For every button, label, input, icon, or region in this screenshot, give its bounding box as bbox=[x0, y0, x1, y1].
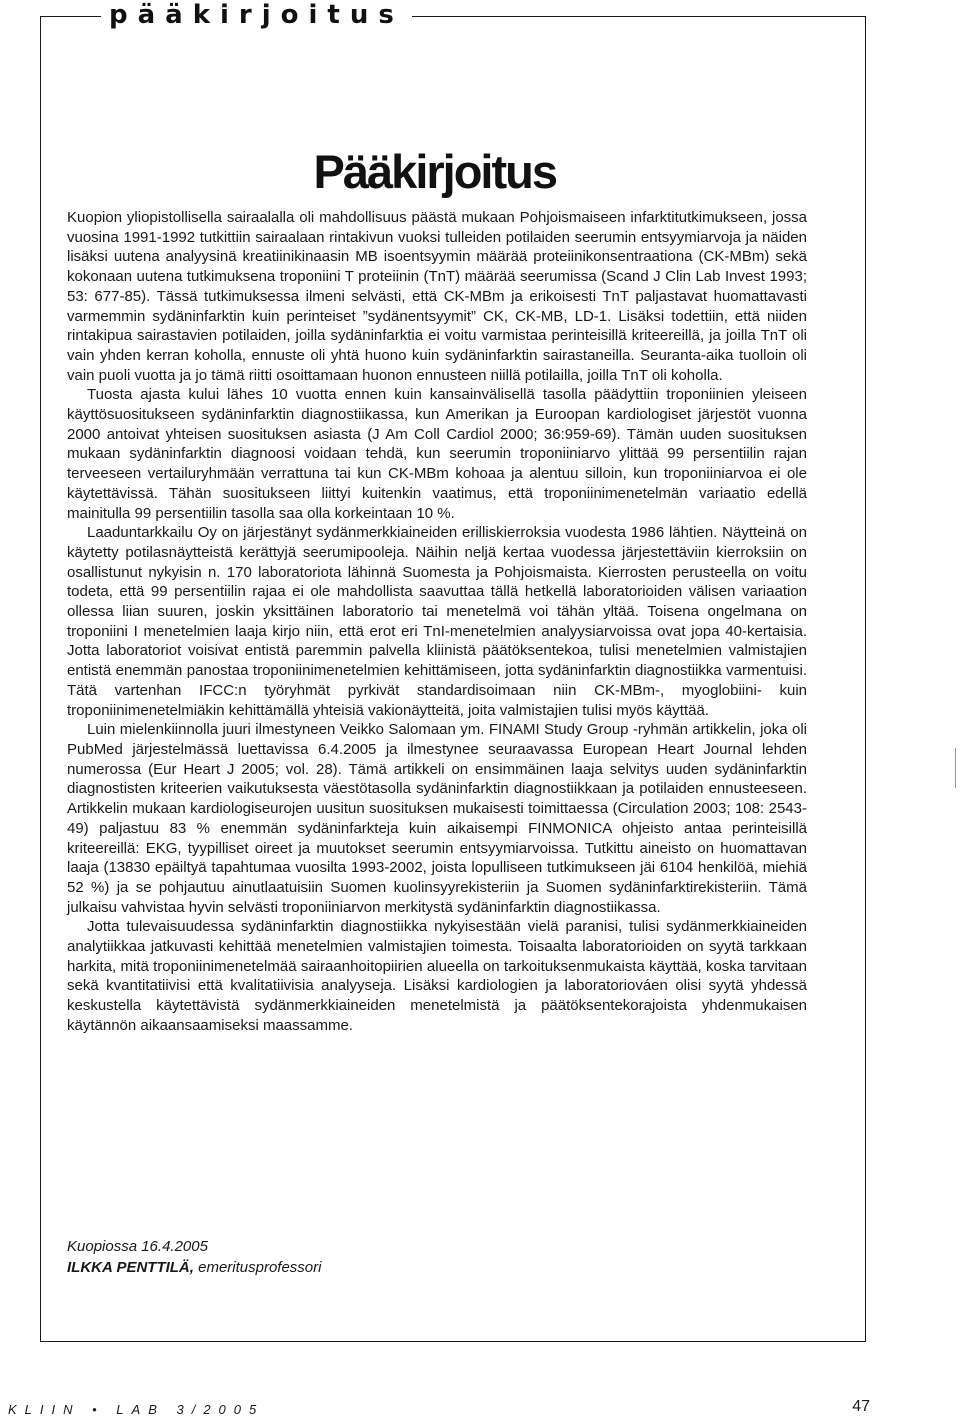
margin-mark bbox=[955, 748, 956, 788]
paragraph: Kuopion yliopistollisella sairaalalla oli mahdollisuus päästä mukaan Pohjoismaiseen infarktitutkimukseen, jossa vuosina 1991-1992 tutkittiin sairaalaan rintakivun vuoksi tulleiden potilaiden seerumin entsyymiarvoja ja näiden lisäksi uutena analyysinä kreatiinikinaasin MB isoentsyymin määrää proteiinikonsentraationa (CK-MBm) sekä kokonaan uutena tutkimuksena troponiini T proteiinin (TnT) määrää seerumissa (Scand J Clin Lab Invest 1993; 53: 677-85). Tässä tutkimuksessa ilmeni selvästi, että CK-MBm ja erikoisesti TnT paljastavat huomattavasti varmemmin sydäninfarktin kuin perinteiset ”sydänentsyymit” CK, CK-MB, LD-1. Lisäksi todettiin, että niiden rintakipua sairastavien potilaiden, joilla sydäninfarktia ei voitu varmistaa perinteisillä kriteereillä, ja joilla TnT oli vain yhden kerran koholla, ennuste oli yhtä huono kuin sydäninfarktin sairastaneilla. Seuranta-aika tuolloin oli vain puoli vuotta ja jo tämä riitti osoittamaan huonon ennusteen niillä potilailla, joilla TnT oli koholla. bbox=[67, 209, 807, 384]
page-number: 47 bbox=[852, 1398, 870, 1415]
article-title: Pääkirjoitus bbox=[313, 145, 556, 199]
page-footer bbox=[0, 1398, 880, 1422]
author-role: emeritusprofessori bbox=[193, 1259, 322, 1276]
signature-block bbox=[67, 1236, 321, 1278]
paragraph: Luin mielenkiinnolla juuri ilmestyneen Veikko Salomaan ym. FINAMI Study Group -ryhmän artikkelin, joka oli PubMed järjestelmässä luettavissa 6.4.2005 ja ilmestynee seuraavassa European Heart Journal lehden numerossa (Eur Heart J 2005; vol. 28). Tämä artikkeli on ensimmäinen laaja selvitys uuden sydäninfarktin diagnostisten kriteerien vaikutuksesta väestötasolla sydäninfarktin diagnostiikkaan ja potilaiden ennusteeseen. Artikkelin mukaan kardiologiseurojen uusitun suosituksen mukaisesti toimittaessa (Circulation 2003; 108: 2543-49) paljastuu 83 % enemmän sydäninfarkteja kuin aikaisempi FINMONICA ohjeisto antaa perinteisillä kriteereillä: EKG, tyypilliset oireet ja muutokset seerumin entsyymiarvoissa. Tutkittu aineisto on huomattavan laaja (13830 epäiltyä tapahtumaa vuosilta 1993-2002, joista lopulliseen tutkimukseen jäi 6104 henkilöä, miehiä 52 %) ja se pohjautuu ainutlaatuisiin Suomen kuolinsyyrekisteriin ja Suomen sydäninfarktirekisteriin. Tämä julkaisu vahvistaa hyvin selvästi troponiiniarvon merkitystä sydäninfarktin diagnostiikassa. bbox=[67, 721, 807, 916]
section-header: pääkirjoitus bbox=[101, 0, 412, 32]
journal-issue: KLIIN • LAB 3/2005 bbox=[8, 1402, 265, 1417]
author-name: ILKKA PENTTILÄ, bbox=[67, 1259, 194, 1276]
paragraph: Laaduntarkkailu Oy on järjestänyt sydänmerkkiaineiden erilliskierroksia vuodesta 1986 lähtien. Näytteinä on käytetty potilasnäytteistä kerättyjä seerumipooleja. Näihin neljä kertaa vuodessa järjestettäviin kierroksiin on osallistunut nykyisin n. 170 laboratoriota lähinnä Suomesta ja Pohjoismaista. Kierrosten perusteella on voitu todeta, että 99 persentiilin rajaa ei ole mahdollista saavuttaa tällä hetkellä laboratorioiden välisen variaation ollessa liian suuren, joskin yksittäinen laboratorio tai menetelmä voi tähän yltää. Toisena ongelmana on troponiini I menetelmien laaja kirjo niin, että erot eri TnI-menetelmien analyysiarvoissa ovat jopa 40-kertaisia. Jotta laboratoriot voisivat entistä paremmin palvella kliinistä päätöksentekoa, tulisi menetelmien valmistajien entistä enemmän panostaa troponiinimenetelmien kehittämiseen, jotta sydäninfarktin diagnostiikka varmentuisi. Tätä vartenhan IFCC:n työryhmät pyrkivät standardisoimaan niin CK-MBm-, myoglobiini- kuin troponiinimenetelmiäkin kehittämällä yhteisiä vakionäytteitä, joita valmistajien tulisi myös käyttää. bbox=[67, 524, 807, 719]
article-body bbox=[67, 208, 807, 1036]
paragraph: Jotta tulevaisuudessa sydäninfarktin diagnostiikka nykyisestään vielä paranisi, tulisi sydänmerkkiaineiden analytiikkaa jatkuvasti kehittää menetelmien valmistajien toimesta. Toisaalta laboratorioiden on syytä tarkkaan harkita, mitä troponiinimenetelmää sairaanhoitopiirien alueella on tarkoituksenmukaista käyttää, koska tarvitaan sekä kvantitatiivisi että kvalitatiivisia analyyseja. Lisäksi kardiologien ja laboratoriováen olisi syytä yhdessä keskustella käytettävistä sydänmerkkiaineiden menetelmistä ja päätöksentekorajoista yhdenmukaisen käytännön aikaansaamiseksi maassamme. bbox=[67, 918, 807, 1034]
author-line bbox=[67, 1257, 321, 1278]
paragraph: Tuosta ajasta kului lähes 10 vuotta ennen kuin kansainvälisellä tasolla päädyttiin troponiinien yleiseen käyttösuositukseen sydäninfarktin diagnostiikassa, kun Amerikan ja Euroopan kardiologiset järjestöt vuonna 2000 antoivat yhteisen suosituksen asiasta (J Am Coll Cardiol 2000; 36:959-69). Tämän uuden suosituksen mukaan sydäninfarktin diagnoosi voidaan tehdä, kun seerumin troponiiniarvo ylittää 99 persentiilin rajan terveeseen vertailuryhmään verrattuna tai kun CK-MBm kohoaa ja alentuu silloin, kun troponiiniarvoa ei ole käytettävissä. Tähän suositukseen liittyi kuitenkin vaatimus, että troponiinimenetelmän variaatio edellä mainitulla 99 persentiilin tasolla saa olla korkeintaan 10 %. bbox=[67, 386, 807, 522]
place-date: Kuopiossa 16.4.2005 bbox=[67, 1238, 208, 1255]
